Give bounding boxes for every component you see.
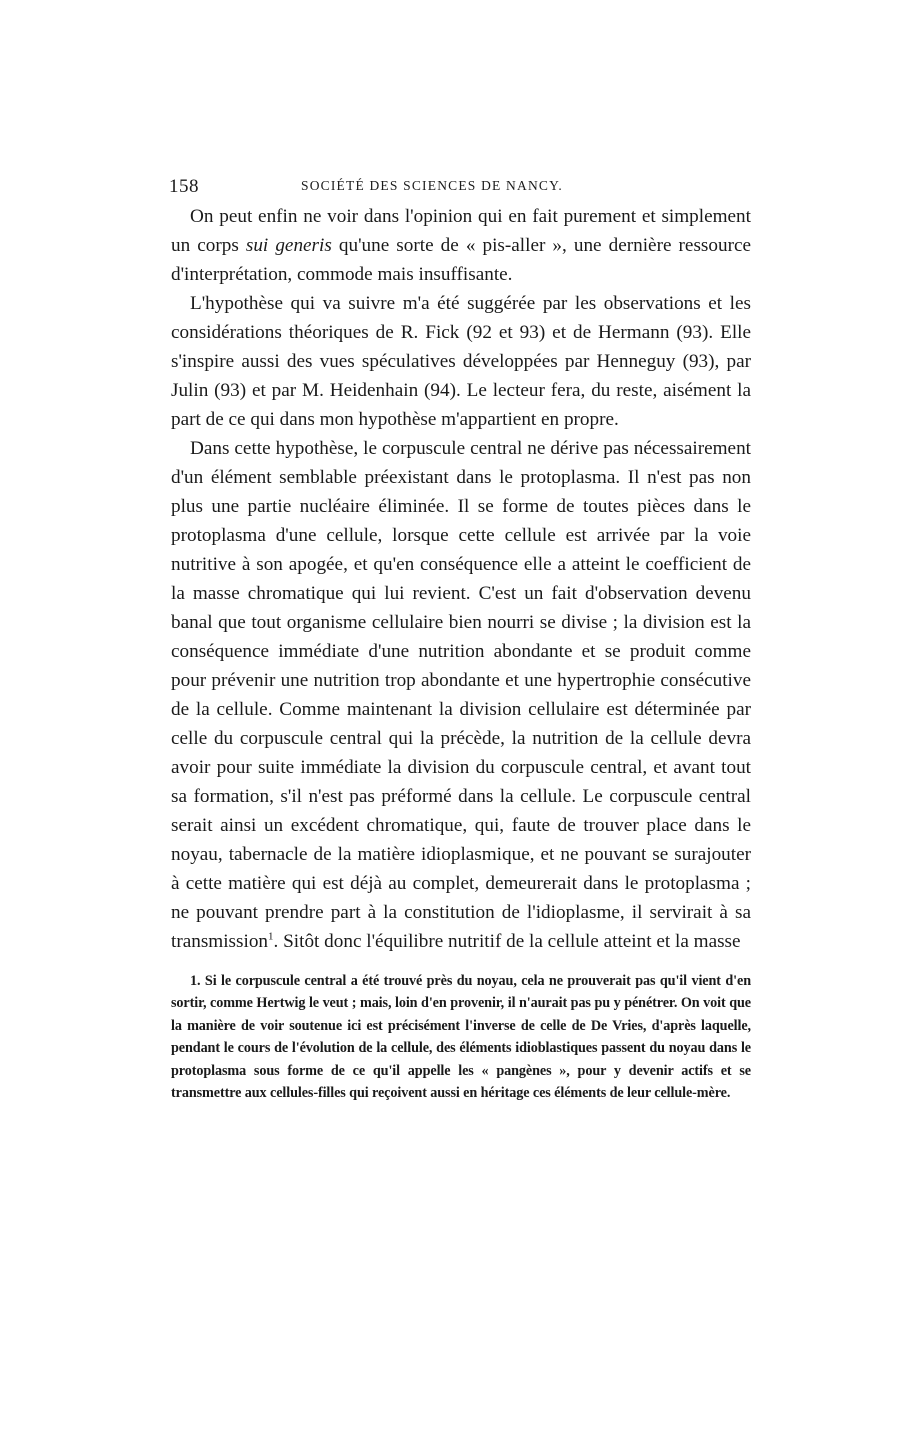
- footnotes: [171, 970, 751, 1104]
- running-header: [171, 176, 751, 202]
- paragraph-3-text: Dans cette hypothèse, le corpuscule central ne dérive pas nécessairement d'un élément semblable préexistant dans le protoplasma. Il n'est pas non plus une partie nucléaire éliminée. Il se forme de toutes pièces dans le protoplasma d'une cellule, lorsque cette cellule est arrivée par la voie nutritive à son apogée, et qu'en conséquence elle a atteint le coefficient de la masse chromatique qui lui revient. C'est un fait d'observation devenu banal que tout organisme cellulaire bien nourri se divise ; la division est la conséquence immédiate d'une nutrition abondante et se produit comme pour prévenir une nutrition trop abondante et une hypertrophie consécutive de la cellule. Comme maintenant la division cellulaire est déterminée par celle du corpuscule central qui la précède, la nutrition de la cellule devra avoir pour suite immédiate la division du corpuscule central, et avant tout sa formation, s'il n'est pas préformé dans la cellule. Le corpuscule central serait ainsi un excédent chromatique, qui, faute de trouver place dans le noyau, tabernacle de la matière idioplasmique, et ne pouvant se surajouter à cette matière qui est déjà au complet, demeurerait dans le protoplasma ; ne pouvant prendre part à la constitution de l'idioplasme, il servirait à sa transmission: [171, 438, 751, 952]
- paragraph-2: L'hypothèse qui va suivre m'a été suggérée par les observations et les considérations théoriques de R. Fick (92 et 93) et de Hermann (93). Elle s'inspire aussi des vues spéculatives développées par Henneguy (93), par Julin (93) et par M. Heidenhain (94). Le lecteur fera, du reste, aisément la part de ce qui dans mon hypothèse m'appartient en propre.: [171, 293, 751, 430]
- latin-term: sui generis: [245, 235, 332, 256]
- journal-title: SOCIÉTÉ DES SCIENCES DE NANCY.: [301, 178, 563, 193]
- paragraph-3-continuation: . Sitôt donc l'équilibre nutritif de la cellule atteint et la masse: [273, 931, 741, 952]
- paragraph-1: [171, 202, 751, 289]
- page-number: 158: [169, 176, 199, 197]
- page: [171, 176, 751, 1104]
- footnote-1: 1. Si le corpuscule central a été trouvé près du noyau, cela ne prouverait pas qu'il vient d'en sortir, comme Hertwig le veut ; mais, loin d'en provenir, il n'aurait pas pu y pénétrer. On voit que la manière de voir soutenue ici est précisément l'inverse de celle de De Vries, d'après laquelle, pendant le cours de l'évolution de la cellule, des éléments idioblastiques passent du noyau dans le protoplasma sous forme de ce qu'il appelle les « pangènes », pour y devenir actifs et se transmettre aux cellules-filles qui reçoivent aussi en héritage ces éléments de leur cellule-mère.: [171, 973, 751, 1102]
- paragraph-1-text-end: qu'une sorte de « pis-aller », une dernière ressource d'interprétation, commode mais insuffisante.: [171, 235, 751, 285]
- footnote-reference: 1: [268, 930, 274, 943]
- paragraph-3: [171, 434, 751, 956]
- body-text: [171, 202, 751, 956]
- paragraph-1-text-start: On peut enfin ne voir dans l'opinion qui en fait purement et simplement un corps: [171, 206, 751, 256]
